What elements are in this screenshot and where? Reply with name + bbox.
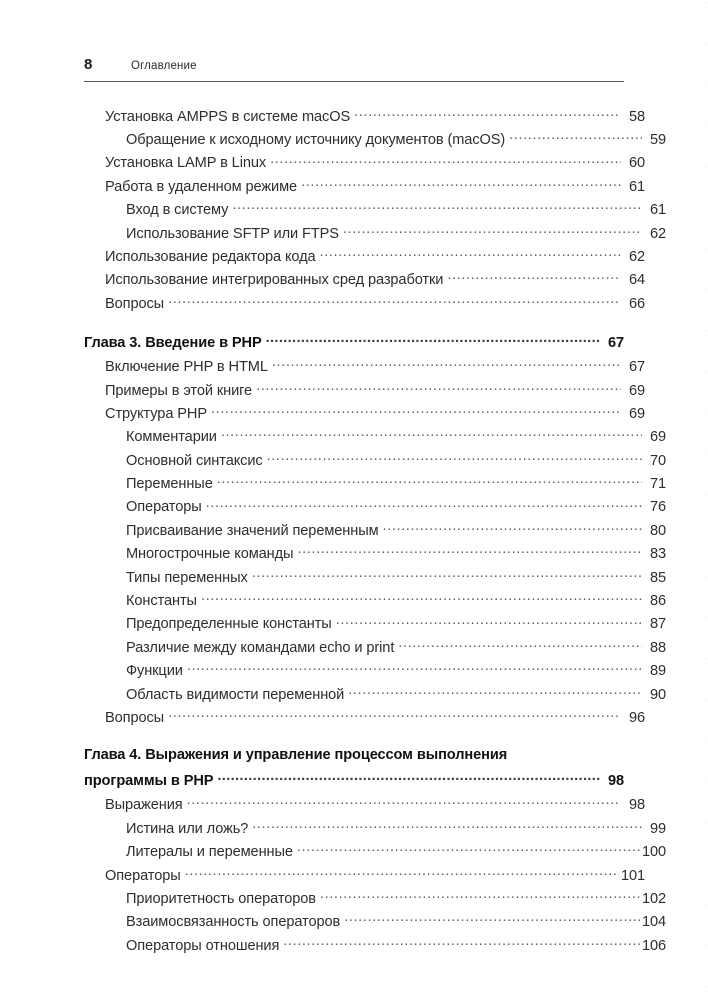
toc-entry[interactable] <box>84 293 645 316</box>
toc-entry-title: Использование редактора кода <box>105 248 316 265</box>
toc-entry[interactable] <box>84 614 666 637</box>
toc-entry-page-number: 85 <box>649 569 666 586</box>
dot-leader <box>301 176 621 191</box>
toc-entry-page-number: 69 <box>628 382 645 399</box>
dot-leader <box>267 450 642 465</box>
toc-entry-title: Вопросы <box>105 295 165 312</box>
toc-entry-page-number: 98 <box>628 797 645 814</box>
dot-leader <box>232 200 642 215</box>
toc-chapter-entry[interactable] <box>84 747 624 795</box>
toc-entry-title: Включение PHP в HTML <box>105 359 268 376</box>
dot-leader <box>272 357 621 372</box>
toc-entry-page-number: 100 <box>641 844 666 861</box>
toc-entry-title: Предопределенные константы <box>126 616 332 633</box>
toc-entry[interactable] <box>84 707 645 730</box>
toc-entry-page-number: 61 <box>628 178 645 195</box>
toc-entry[interactable] <box>84 106 645 129</box>
toc-entry-title: Многострочные команды <box>126 546 294 563</box>
toc-entry-page-number: 66 <box>628 295 645 312</box>
toc-entry-title: Использование интегрированных сред разработки <box>105 272 444 289</box>
toc-entry-title: Переменные <box>126 476 213 493</box>
toc-entry-page-number: 67 <box>607 335 624 352</box>
toc-entry-page-number: 89 <box>649 663 666 680</box>
dot-leader <box>383 520 642 535</box>
page-folio: 8 <box>84 56 93 73</box>
toc-entry-title-line2-row <box>84 771 624 795</box>
toc-entry[interactable] <box>84 380 645 403</box>
toc-entry[interactable] <box>84 223 666 246</box>
toc-entry-title: Установка AMPPS в системе macOS <box>105 108 351 125</box>
toc-entry-title: Функции <box>126 663 183 680</box>
toc-entry-title: Различие между командами echo и print <box>126 639 395 656</box>
toc-entry-page-number: 59 <box>649 131 666 148</box>
toc-entry-title: Операторы отношения <box>126 937 280 954</box>
toc-entry-page-number: 70 <box>649 452 666 469</box>
dot-leader <box>266 333 600 348</box>
dot-leader <box>343 223 642 238</box>
dot-leader <box>447 270 621 285</box>
toc-entry-page-number: 62 <box>628 248 645 265</box>
dot-leader <box>354 106 621 121</box>
toc-entry-title: Основной синтаксис <box>126 452 263 469</box>
dot-leader <box>201 590 642 605</box>
toc-entry-page-number: 69 <box>628 405 645 422</box>
dot-leader <box>320 246 621 261</box>
toc-entry[interactable] <box>84 795 645 818</box>
toc-entry[interactable] <box>84 661 666 684</box>
dot-leader <box>206 497 642 512</box>
toc-entry[interactable] <box>84 590 666 613</box>
running-title: Оглавление <box>131 60 197 72</box>
dot-leader <box>252 567 642 582</box>
dot-leader <box>187 795 621 810</box>
toc-entry-title: Истина или ложь? <box>126 820 249 837</box>
toc-entry-page-number: 83 <box>649 546 666 563</box>
running-head <box>84 56 624 73</box>
toc-entry-title: программы в PHP <box>84 773 214 790</box>
toc-entry-page-number: 98 <box>607 773 624 790</box>
toc-entry-title: Типы переменных <box>126 569 248 586</box>
toc-entry[interactable] <box>84 497 666 520</box>
dot-leader <box>336 614 642 629</box>
toc-entry-page-number: 86 <box>649 593 666 610</box>
dot-leader <box>185 865 619 880</box>
dot-leader <box>344 912 640 927</box>
toc-entry[interactable] <box>84 153 645 176</box>
dot-leader <box>297 842 640 857</box>
toc-entry-page-number: 62 <box>649 225 666 242</box>
toc-entry-page-number: 64 <box>628 272 645 289</box>
dot-leader <box>217 473 642 488</box>
dot-leader <box>211 403 621 418</box>
toc-entry-title: Примеры в этой книге <box>105 382 253 399</box>
toc-entry[interactable] <box>84 818 666 841</box>
toc-entry-title: Операторы <box>126 499 202 516</box>
toc-entry[interactable] <box>84 842 666 865</box>
dot-leader <box>168 293 621 308</box>
dot-leader <box>221 427 642 442</box>
toc-entry-page-number: 102 <box>641 890 666 907</box>
toc-entry-title: Область видимости переменной <box>126 686 345 703</box>
toc-entry[interactable] <box>84 403 645 426</box>
toc-entry[interactable] <box>84 270 645 293</box>
toc-entry-page-number: 87 <box>649 616 666 633</box>
dot-leader <box>252 818 642 833</box>
toc-entry[interactable] <box>84 684 666 707</box>
toc-entry-title: Глава 3. Введение в PHP <box>84 335 262 352</box>
toc-entry-title: Вход в систему <box>126 202 229 219</box>
toc-entry-title: Использование SFTP или FTPS <box>126 225 339 242</box>
toc-entry-title: Комментарии <box>126 429 217 446</box>
toc-entry-title: Работа в удаленном режиме <box>105 178 298 195</box>
toc-entry-title: Выражения <box>105 797 183 814</box>
toc-list <box>84 106 666 959</box>
toc-entry-page-number: 99 <box>649 820 666 837</box>
toc-entry[interactable] <box>84 935 666 958</box>
toc-entry-title: Операторы <box>105 867 181 884</box>
toc-entry-title: Константы <box>126 593 197 610</box>
toc-entry[interactable] <box>84 865 645 888</box>
dot-leader <box>187 661 642 676</box>
toc-entry-title: Вопросы <box>105 709 165 726</box>
dot-leader <box>217 771 600 786</box>
toc-entry-page-number: 60 <box>628 155 645 172</box>
toc-entry[interactable] <box>84 637 666 660</box>
toc-entry[interactable] <box>84 200 666 223</box>
toc-entry-page-number: 76 <box>649 499 666 516</box>
toc-entry-page-number: 58 <box>628 108 645 125</box>
toc-entry[interactable] <box>84 246 645 269</box>
toc-entry-page-number: 69 <box>649 429 666 446</box>
toc-entry[interactable] <box>84 520 666 543</box>
toc-entry[interactable] <box>84 567 666 590</box>
toc-entry-title: Обращение к исходному источнику документов (macOS) <box>126 131 506 148</box>
dot-leader <box>398 637 642 652</box>
toc-entry[interactable] <box>84 450 666 473</box>
toc-entry[interactable] <box>84 912 666 935</box>
toc-entry-page-number: 61 <box>649 202 666 219</box>
toc-entry-title: Взаимосвязанность операторов <box>126 914 341 931</box>
toc-entry-page-number: 96 <box>628 709 645 726</box>
toc-entry[interactable] <box>84 427 666 450</box>
toc-entry-title: Присваивание значений переменным <box>126 522 379 539</box>
toc-entry[interactable] <box>84 176 645 199</box>
toc-entry[interactable] <box>84 129 666 152</box>
dot-leader <box>509 129 642 144</box>
toc-entry-page-number: 67 <box>628 359 645 376</box>
dot-leader <box>270 153 621 168</box>
toc-entry[interactable] <box>84 473 666 496</box>
toc-entry-page-number: 104 <box>641 914 666 931</box>
toc-entry-title: Структура PHP <box>105 405 207 422</box>
dot-leader <box>348 684 642 699</box>
toc-entry[interactable] <box>84 544 666 567</box>
dot-leader <box>320 888 640 903</box>
toc-entry-title-line1: Глава 4. Выражения и управление процессом выполнения <box>84 746 508 763</box>
toc-entry-page-number: 101 <box>620 867 645 884</box>
dot-leader <box>297 544 642 559</box>
dot-leader <box>256 380 621 395</box>
dot-leader <box>283 935 640 950</box>
toc-entry-page-number: 106 <box>641 937 666 954</box>
toc-entry[interactable] <box>84 888 666 911</box>
toc-entry-page-number: 71 <box>649 476 666 493</box>
toc-entry-title: Установка LAMP в Linux <box>105 155 267 172</box>
header-rule <box>84 81 624 82</box>
toc-chapter-entry[interactable] <box>84 333 624 357</box>
toc-entry-page-number: 80 <box>649 522 666 539</box>
toc-entry-page-number: 88 <box>649 639 666 656</box>
toc-entry-page-number: 90 <box>649 686 666 703</box>
toc-entry-title: Приоритетность операторов <box>126 890 316 907</box>
toc-entry-title: Литералы и переменные <box>126 844 293 861</box>
dot-leader <box>168 707 621 722</box>
toc-entry[interactable] <box>84 357 645 380</box>
